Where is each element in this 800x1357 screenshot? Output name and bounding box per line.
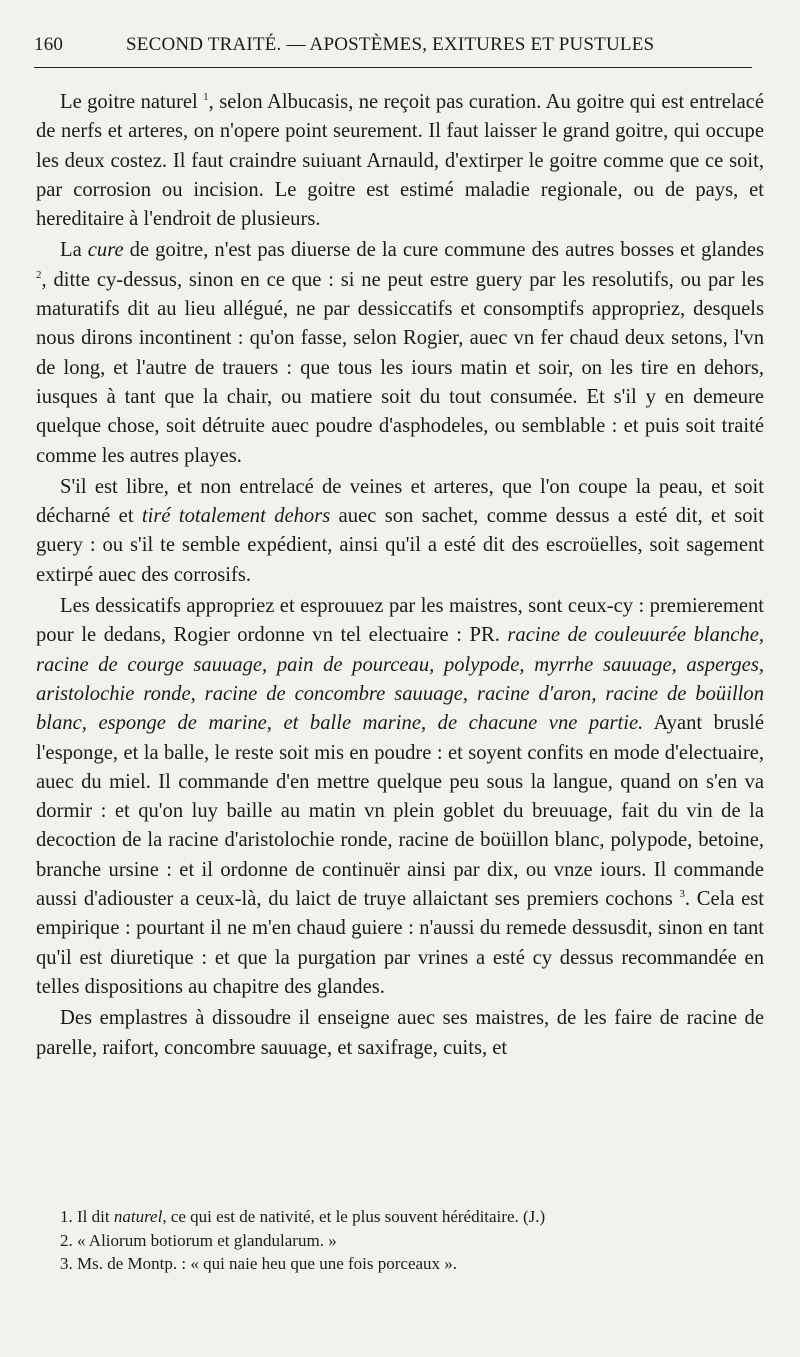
text-run: 2. « Aliorum botiorum et glandularum. »	[60, 1230, 337, 1250]
paragraph	[36, 1004, 764, 1063]
text-run: , selon Albucasis, ne reçoit pas curation. Au goitre qui est entrelacé de nerfs et arteres, on n'opere point seurement. Il faut laisser le grand goitre, qui occupe les deux costez. Il faut craindre suiuant Arnauld, d'extirper le goitre comme que ce soit, par corrosion ou incision. Le goitre est estimé maladie regionale, ou de pays, et hereditaire à l'endroit de plusieurs.	[36, 91, 764, 231]
text-run: , ditte cy-dessus, sinon en ce que : si ne peut estre guery par les resolutifs, ou par les maturatifs dit au lieu allégué, ne par dessiccatifs et consomptifs appropriez, desquels nous dirons incontinent : qu'on fasse, selon Rogier, auec vn fer chaud deux setons, l'vn de long, et l'autre de trauers : que tous les iours matin et soir, on les tire en dehors, iusques à tant que la chair, ou matiere soit du tout consumée. Et s'il y en demeure quelque chose, soit détruite auec poudre d'asphodeles, ou semblable : et puis soit traité comme les autres playes.	[36, 268, 764, 467]
text-run: Des emplastres à dissoudre il enseigne auec ses maistres, de les faire de racine de parelle, raifort, concombre sauuage, et saxifrage, cuits, et	[36, 1007, 764, 1059]
paragraph	[36, 88, 764, 234]
italic-text: cure	[87, 239, 124, 262]
text-run: de goitre, n'est pas diuerse de la cure commune des autres bosses et glandes	[123, 239, 764, 262]
text-run: auec son sachet, comme dessus a esté dit, et soit guery : ou s'il te semble expédient, ainsi qu'il a esté dit des escroüelles, soit sagement extirpé auec des corrosifs.	[36, 505, 764, 586]
running-title: SECOND TRAITÉ. — APOSTÈMES, EXITURES ET PUSTULES	[126, 34, 655, 55]
italic-text: naturel	[113, 1207, 163, 1226]
text-run: S'il est libre, et non entrelacé de veines et arteres, que l'on coupe la peau, et soit décharné et	[36, 475, 764, 528]
footnotes	[60, 1205, 760, 1276]
footnote	[60, 1229, 760, 1253]
text-run: 3. Ms. de Montp. : « qui naie heu que une fois porceaux ».	[60, 1254, 458, 1273]
page-number: 160	[34, 34, 64, 55]
paragraph	[36, 473, 764, 590]
text-run: . Cela est empirique : pourtant il ne m'en chaud guiere : n'aussi du remede dessusdit, sinon en tant qu'il est diuretique : et que la purgation par vrines a esté cy dessus recommandée en telles dispositions au chapitre des glandes.	[36, 888, 764, 998]
text-run: Le goitre naturel	[60, 91, 204, 113]
footnote-ref: 3	[679, 888, 685, 901]
footnote	[60, 1205, 760, 1229]
text-run: Ayant bruslé l'esponge, et la balle, le reste soit mis en poudre : et soyent confits en mode d'electuaire, auec du miel. Il commande d'en mettre quelque peu sous la langue, quand on s'en va dormir : et qu'on luy baille au matin vn plein goblet du breuuage, fait du vin de la decoction de la racine d'aristolochie ronde, racine de boüillon blanc, polypode, betoine, branche ursine : et il ordonne de continuër ainsi par dix, ou vnze iours. Il commande aussi d'adiouster a ceux-là, du laict de truye allaictant ses premiers cochons	[36, 712, 764, 911]
running-header	[34, 34, 750, 60]
italic-text: racine de couleuurée blanche, racine de courge sauuage, pain de pourceau, polypode, myrrhe sauuage, asperges, aristolochie ronde, racine de concombre sauuage, racine d'aron, racine de boüillon blanc, esponge de marine, et balle marine, de chacune vne partie.	[36, 624, 764, 735]
header-rule	[34, 67, 752, 68]
main-text	[36, 88, 764, 1065]
paragraph	[36, 236, 764, 470]
footnote-ref: 2	[36, 268, 42, 281]
text-run: Les dessicatifs appropriez et esprouuez par les maistres, sont ceux-cy : premierement pour le dedans, Rogier ordonne vn tel electuaire : PR.	[36, 595, 764, 647]
footnote	[60, 1252, 760, 1276]
footnote-ref: 1	[203, 91, 209, 103]
text-run: La	[60, 239, 88, 262]
text-run: , ce qui est de nativité, et le plus souvent héréditaire. (J.)	[162, 1207, 546, 1226]
text-run: 1. Il dit	[60, 1207, 114, 1226]
paragraph	[36, 592, 764, 1002]
italic-text: tiré totalement dehors	[141, 505, 331, 528]
